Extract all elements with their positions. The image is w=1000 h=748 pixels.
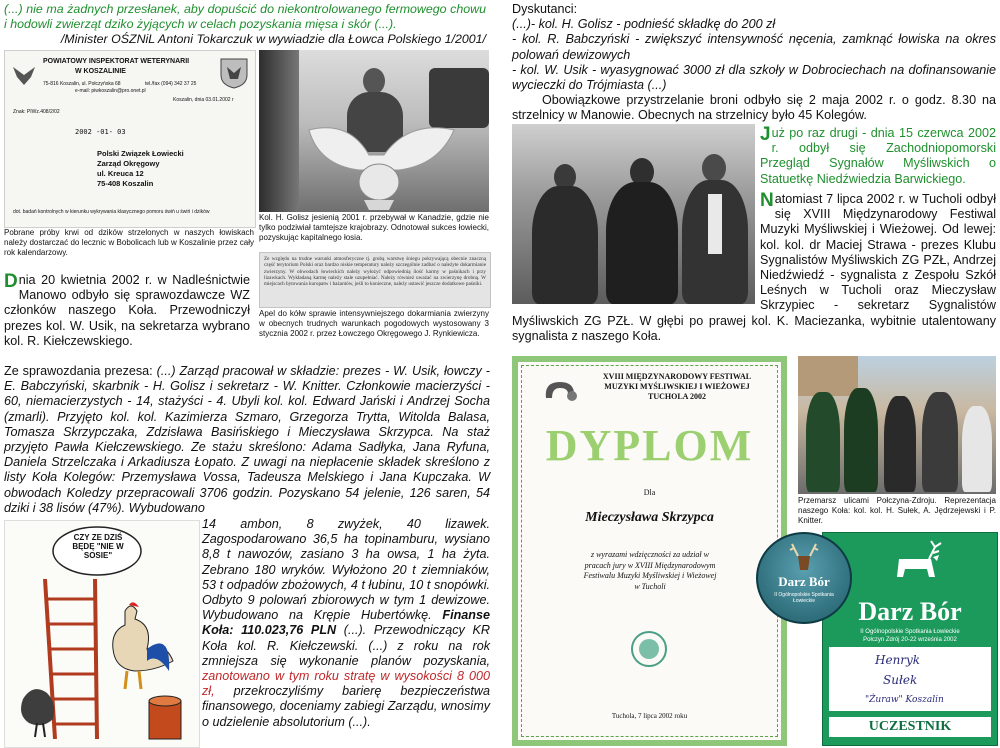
badge-name-field	[829, 647, 991, 711]
moose-antlers-icon	[289, 110, 469, 210]
letter-phone: tel./fax (094) 342 37 25	[145, 81, 197, 87]
letter-date: Koszalin, dnia 03.01.2002 r	[173, 97, 234, 103]
festival-text: atomiast 7 lipca 2002 r. w Tucholi odbył się XVIII Międzynarodowy Festiwal Muzyki Myśliwskiej i Wieżowej. Od lewej: kol. kol. dr Maciej Strawa - prezes Klubu Sygnalistów Myśliwskich ZG PZŁ, Andrzej Niedźwiedź - sygnalista z Zespołu Szkół Leśnych w Tucholi oraz Mieczysław Skrzypiec - sekretarz Sygnalistów Myśliwskich ZG PZŁ. W głębi po prawej kol. K. Maciezanka, wybitnie utalentowany sygnalista z naszego Koła.	[512, 192, 996, 343]
shooting-paragraph: Obowiązkowe przystrzelanie broni odbyło się 2 maja 2002 r. o godz. 8.30 na strzelnicy w Manowie. Obecnych na strzelnicy było 45 Kolegów.	[512, 93, 996, 123]
letter-subject: dot. badań kontrolnych w kierunku wykrywania klasycznego pomoru świń u świń i dzików	[13, 209, 210, 215]
contest-paragraph	[760, 126, 996, 187]
marcher	[844, 388, 878, 492]
rooster-icon	[95, 601, 175, 691]
letter-org-2: W KOSZALINIE	[75, 68, 126, 75]
diploma-body: z wyrazami wdzięczności za udział w pracach jury w XVIII Międzynarodowym Festiwalu Muzyki Myśliwskiej i Wieżowej w Tucholi	[583, 550, 717, 591]
article-p1: nia 20 kwietnia 2002 r. w Nadleśnictwie Manowo odbyło się sprawozdawcze WZ członków naszego Koła. Przewodniczył prezes kol. W. Usik, na sekretarza wybrano kol. R. Kiełczewskiego.	[4, 273, 250, 348]
quote-text: (...) nie ma żadnych przesłanek, aby dopuścić do niekontrolowanego fermowego chowu i hodowli zwierząt dziko żyjących w celach pozyskania mięsa i skór (...).	[4, 2, 486, 31]
continuation-c: przekroczyliśmy barierę bezpieczeństwa finansowego, doceniamy zabiegi Zarządu, wnosimy o udzielenie absolutorium (...).	[202, 684, 490, 729]
letter-org-1: POWIATOWY INSPEKTORAT WETERYNARII	[43, 58, 190, 65]
hunter-moose-photo	[259, 50, 489, 212]
stump-icon	[145, 691, 185, 741]
badge-place-date: Połczyn Zdrój 20-22 września 2002	[863, 637, 957, 643]
deer-icon	[885, 539, 945, 595]
hunter-caption: Kol. H. Golisz jesienią 2001 r. przebywał w Kanadzie, gdzie nie tylko podziwiał tamtejsze krajobrazy. Odnotował sukces łowiecki, pozyskując kapitalnego łosia.	[259, 213, 489, 242]
diploma-recipient: Mieczysława Skrzypca	[585, 510, 714, 525]
finances-total: Finanse Koła: 110.023,76 PLN	[202, 608, 490, 638]
report-lead: Ze sprawozdania prezesa:	[4, 364, 153, 378]
round-badge	[756, 532, 852, 624]
photo-building	[798, 356, 858, 396]
diploma-for: Dla	[643, 488, 656, 497]
letter-recipient	[97, 149, 184, 189]
article-intro	[4, 273, 250, 349]
drop-cap-n: N	[760, 190, 774, 211]
recipient-line: Zarząd Okręgowy	[97, 159, 160, 168]
hunting-horn-icon	[542, 376, 578, 404]
diploma-title: DYPLOM	[545, 421, 754, 470]
festival-paragraph	[512, 192, 996, 344]
parade-caption: Przemarsz ulicami Połczyna-Zdroju. Reprezentacja naszego Koła: kol. kol. H. Sułek, A. Jędrzejewski i P. Knitter.	[798, 496, 996, 525]
round-badge-brand: Darz Bór	[778, 574, 830, 589]
contest-text: uż po raz drugi - dnia 15 czerwca 2002 r. odbył się Zachodniopomorski Przegląd Sygnałów Myśliwskich o Statuetkę Niedźwiedzia Barwickiego.	[760, 126, 996, 186]
diploma	[512, 356, 787, 746]
festival-float-spacer	[512, 192, 760, 312]
diploma-festival-2: MUZYKI MYŚLIWSKIEJ I WIEŻOWEJ	[604, 382, 750, 391]
cartoon-bubble-text: CZY ZE DZIŚ BĘDĘ "NIE W SOSIE"	[72, 533, 124, 560]
badge-handwritten-2: Sułek	[883, 673, 918, 687]
discussant-3: - kol. W. Usik - wyasygnować 3000 zł dla szkoły w Dobrociechach na dofinansowanie wycieczki do Trójmiasta (...)	[512, 62, 996, 93]
letter-caption: Pobrane próby krwi od dzików strzelonych w naszych łowiskach należy dostarczać do lecznic w Bobolicach lub w Koszalinie przez cały rok kalendarzowy.	[4, 228, 254, 257]
clipping-caption: Apel do kółw sprawie intensywniejszego dokarmiania zwierzyny w obecnych trudnych warunkach pogodowych wystosowany 3 stycznia 2002 r. przez Łowczego Okręgowego J. Rynkiewicza.	[259, 309, 489, 338]
recipient-line: Polski Związek Łowiecki	[97, 149, 184, 158]
deer-head-icon	[788, 542, 820, 572]
marcher	[884, 396, 916, 492]
letter-ref: Znak: PIWz.408/2/02	[13, 109, 60, 115]
article-report	[4, 364, 490, 516]
hunter-head	[363, 68, 385, 94]
continuation-b: (...). Przewodniczący KR Koła kol. R. Kiełczewski. (...) z roku na rok zmniejsza się wykonanie planów pozyskania,	[202, 623, 490, 668]
continuation-a: 14 ambon, 8 zwyżek, 40 lizawek. Zagospodarowano 36,5 ha topinamburu, wysiano 8,8 t nawozów, zasiano 3 ha owsa, 1 ha żyta. Zebrano 180 wryków. Wyłożono 20 t ziemniaków, 53 t odpadów zbożowych, 4 t łubinu, 10 t snopówki. Odbyto 9 polowań zbiorowych w tym 1 dewizowe. Wybudowano na Krępie Hubertówkę.	[202, 517, 490, 623]
letter-address: 75-816 Koszalin, ul. Połczyńska 68	[43, 81, 121, 87]
discussants-label: Dyskutanci:	[512, 2, 578, 16]
letter-stamp: 2002 -01- 03	[75, 128, 126, 136]
letter-email: e-mail: piwkoszalin@pro.onet.pl	[75, 88, 146, 94]
badge-org: "Żuraw" Koszalin	[865, 695, 944, 705]
spectator	[962, 406, 992, 492]
report-body: (...) Zarząd pracował w składzie: prezes - W. Usik, łowczy - E. Babczyński, skarbnik - H. Golisz i sekretarz - W. Knitter. Członkowie macierzyści - 60, niemacierzystych - 14, stażyści - 4. Ubyli kol. kol. Edward Jański i Andrzej Socha (zmarli). Przyjęto kol. kol. Kazimierza Szmaro, Grzegorza Trytta, Witolda Balasa, Tomasza Skrzypczaka, Zdzisława Basińskiego i Mieczysława Skrzypca. Na staż przyjęto Pawła Kiełczewskiego. Ze stażu skreślono: Adama Sadłyka, Jana Ryfuna, Daniela Strzelczaka i Arkadiusza Łopato. Z uwagi na niepłacenie składek skreślono z listy Koła Kolegów: Przemysława Vossa, Tadeusza Melskiego i Jana Kupczaka. W obwodach Koledzy przepracowali 3706 godzin. Pozyskano 54 jelenie, 126 saren, 54 dziki i 38 lisów (47%). Wybudowano	[4, 364, 490, 515]
discussant-2: - kol. R. Babczyński - zwiększyć intensywność nęcenia, zamknąć łowiska na okres polowań dewizowych	[512, 32, 996, 62]
article-continuation	[202, 517, 490, 730]
recipient-line: 75-408 Koszalin	[97, 179, 154, 188]
diploma-seal-icon	[630, 630, 668, 668]
discussants-block	[512, 2, 996, 124]
coat-of-arms-icon	[219, 57, 249, 89]
drop-cap-j: J	[760, 124, 771, 145]
marcher	[922, 392, 958, 492]
diploma-footer: Tuchola, 7 lipca 2002 roku	[611, 712, 688, 720]
eagle-emblem-icon	[11, 63, 37, 87]
quote-attribution: /Minister OŚZNiL Antoni Tokarczuk w wywiadzie dla Łowca Polskiego 1/2001/	[60, 32, 486, 46]
feeding-appeal-clipping	[259, 252, 491, 308]
marcher	[806, 392, 840, 492]
badge-brand: Darz Bór	[858, 597, 962, 626]
vet-letter-image	[4, 50, 256, 228]
financial-loss: zanotowano w tym roku stratę w wysokości 8 000 zł,	[202, 669, 490, 699]
person-head	[702, 154, 726, 182]
drop-cap-d: D	[4, 271, 18, 292]
round-badge-sub: II Ogólnopolskie Spotkania Łowieckie	[774, 592, 834, 604]
discussant-1: (...)- kol. H. Golisz - podnieść składkę do 200 zł	[512, 17, 776, 32]
badge-subtitle: II Ogólnopolskie Spotkania Łowieckie	[860, 629, 960, 635]
rooster-cartoon	[4, 520, 200, 748]
top-quote	[4, 2, 486, 47]
diploma-festival-1: XVIII MIĘDZYNARODOWY FESTIWAL	[602, 372, 752, 381]
badge-handwritten-1: Henryk	[875, 653, 921, 667]
clipping-body: Ze względu na trudne warunki atmosferyczne tj. grubą warstwę śniegu pokrywającą obecnie znaczną część terytorium Polski oraz bardzo niskie temperatury należy szczególnie zadbać o należyte dokarmianie zwierzyny. W obwodach łowieckich należy wyłożyć odpowiednią ilość karmy w paśnikach i przy lizawkach. Wykładaną karmę należy stale uzupełniać. Należy również uważać na zwierzynę drobną. W miejscach bytowania kuropatw i bażantów, jeśli to konieczne, należy ustawić jeszcze dodatkowe paśniki.	[264, 256, 486, 288]
badge-role: UCZESTNIK	[829, 717, 991, 737]
diploma-festival-3: TUCHOLA 2002	[647, 392, 706, 401]
bird-icon	[13, 679, 63, 739]
parade-photo	[798, 356, 996, 494]
recipient-line: ul. Kreuca 12	[97, 169, 144, 178]
